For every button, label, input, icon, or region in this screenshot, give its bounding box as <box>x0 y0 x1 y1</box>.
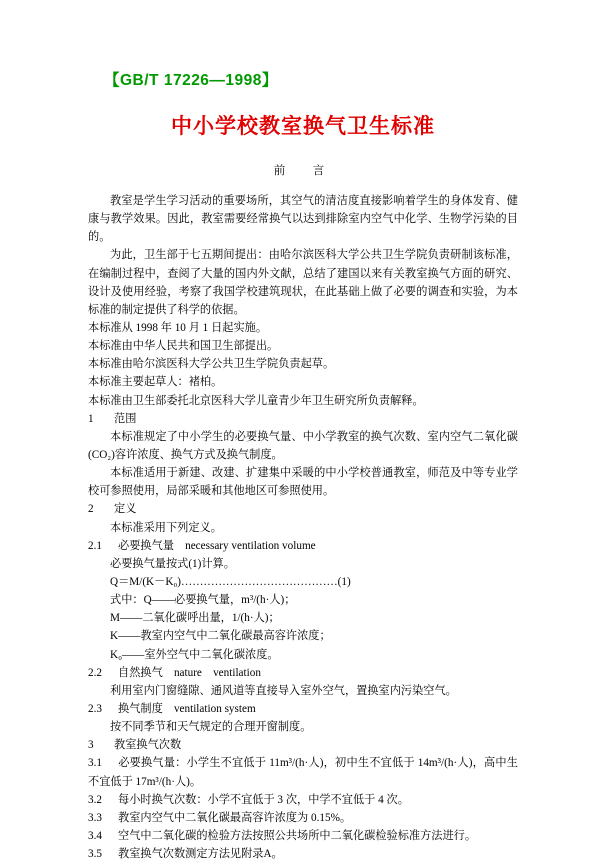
formula-legend: M——二氧化碳呼出量，1/(h·人)； <box>110 612 280 625</box>
clause-item <box>88 754 518 790</box>
preface-heading: 前 言 <box>273 165 333 177</box>
clause-number: 3.2 <box>88 793 102 806</box>
clause-text: 必要换气量按式(1)计算。 <box>110 557 235 570</box>
paragraph: 本标准由中华人民共和国卫生部提出。 <box>88 340 279 353</box>
clause-heading <box>88 664 518 682</box>
clause-text: 必要换气量：小学生不宜低于 11m³/(h·人)，初中生不宜低于 14m³/(h·人)，高中生不宜低于 17m³/(h·人)。 <box>88 757 518 788</box>
paragraph: 为此，卫生部于七五期间提出：由哈尔滨医科大学公共卫生学院负责研制该标准，在编制过程中，查阅了大量的国内外文献，总结了建国以来有关教室换气方面的研究、设计及使用经验，考察了我国学校建筑现状，在此基础上做了必要的调查和实验，为本标准的制定提供了科学的依据。 <box>88 249 518 316</box>
page-title: 中小学校教室换气卫生标准 <box>171 113 435 138</box>
clause-number: 3.4 <box>88 829 102 842</box>
clause-text: 教室内空气中二氧化碳最高容许浓度为 0.15%。 <box>118 811 352 824</box>
clause-text: 空气中二氧化碳的检验方法按照公共场所中二氧化碳检验标准方法进行。 <box>118 829 477 842</box>
clause-text: 每小时换气次数：小学不宜低于 3 次，中学不宜低于 4 次。 <box>118 793 409 806</box>
paragraph: 本标准从 1998 年 10 月 1 日起实施。 <box>88 321 268 334</box>
clause-title: 教室换气次数 <box>114 739 182 752</box>
clause-text: 本标准规定了中小学生的必要换气量、中小学教室的换气次数、室内空气二氧化碳(CO₂)容许浓度、换气方式及换气制度。 <box>88 430 518 461</box>
document-content <box>88 68 518 863</box>
clause-number: 2 <box>88 503 94 516</box>
clause-text: 按不同季节和天气规定的合理开窗制度。 <box>110 721 312 734</box>
clause-number: 3.1 <box>88 757 102 770</box>
clause-text: 本标准采用下列定义。 <box>110 521 222 534</box>
clause-text: 教室换气次数测定方法见附录A。 <box>118 848 283 861</box>
clause-title: 换气制度 ventilation system <box>118 702 256 715</box>
clause-item <box>88 791 518 809</box>
clause-heading <box>88 700 518 718</box>
clause-number: 3 <box>88 739 94 752</box>
paragraph: 教室是学生学习活动的重要场所，其空气的清洁度直接影响着学生的身体发育、健康与教学效果。因此，教室需要经常换气以达到排除室内空气中化学、生物学污染的目的。 <box>88 195 518 244</box>
clause-number: 3.3 <box>88 811 102 824</box>
clause-title: 定义 <box>114 503 137 516</box>
standard-code: 【GB/T 17226—1998】 <box>104 72 278 89</box>
clause-number: 2.2 <box>88 666 102 679</box>
clause-item <box>88 827 518 845</box>
clause-heading <box>88 537 518 555</box>
clause-number: 1 <box>88 412 94 425</box>
clause-heading <box>88 500 518 518</box>
clause-text: 本标准适用于新建、改建、扩建集中采暖的中小学校普通教室，师范及中等专业学校可参照使用，局部采暖和其他地区可参照使用。 <box>88 467 518 498</box>
formula-legend: 式中：Q——必要换气量，m³/(h·人)； <box>110 594 296 607</box>
clause-number: 2.3 <box>88 702 102 715</box>
clause-title: 范围 <box>114 412 137 425</box>
formula-legend: K₀——室外空气中二氧化碳浓度。 <box>110 648 279 661</box>
clause-title: 自然换气 nature ventilation <box>118 666 261 679</box>
clause-item <box>88 845 518 863</box>
clause-number: 3.5 <box>88 848 102 861</box>
clause-text: 利用室内门窗缝隙、通风道等直接导入室外空气，置换室内污染空气。 <box>110 684 457 697</box>
formula-legend: K——教室内空气中二氧化碳最高容许浓度； <box>110 630 331 643</box>
clause-item <box>88 809 518 827</box>
clause-heading <box>88 736 518 754</box>
paragraph: 本标准由卫生部委托北京医科大学儿童青少年卫生研究所负责解释。 <box>88 394 424 407</box>
clause-title: 必要换气量 necessary ventilation volume <box>118 539 316 552</box>
clause-number: 2.1 <box>88 539 102 552</box>
formula: Q＝M/(K－K₀)……………………………………(1) <box>110 575 351 588</box>
clause-heading <box>88 410 518 428</box>
paragraph: 本标准由哈尔滨医科大学公共卫生学院负责起草。 <box>88 358 335 371</box>
paragraph: 本标准主要起草人：褚柏。 <box>88 376 223 389</box>
